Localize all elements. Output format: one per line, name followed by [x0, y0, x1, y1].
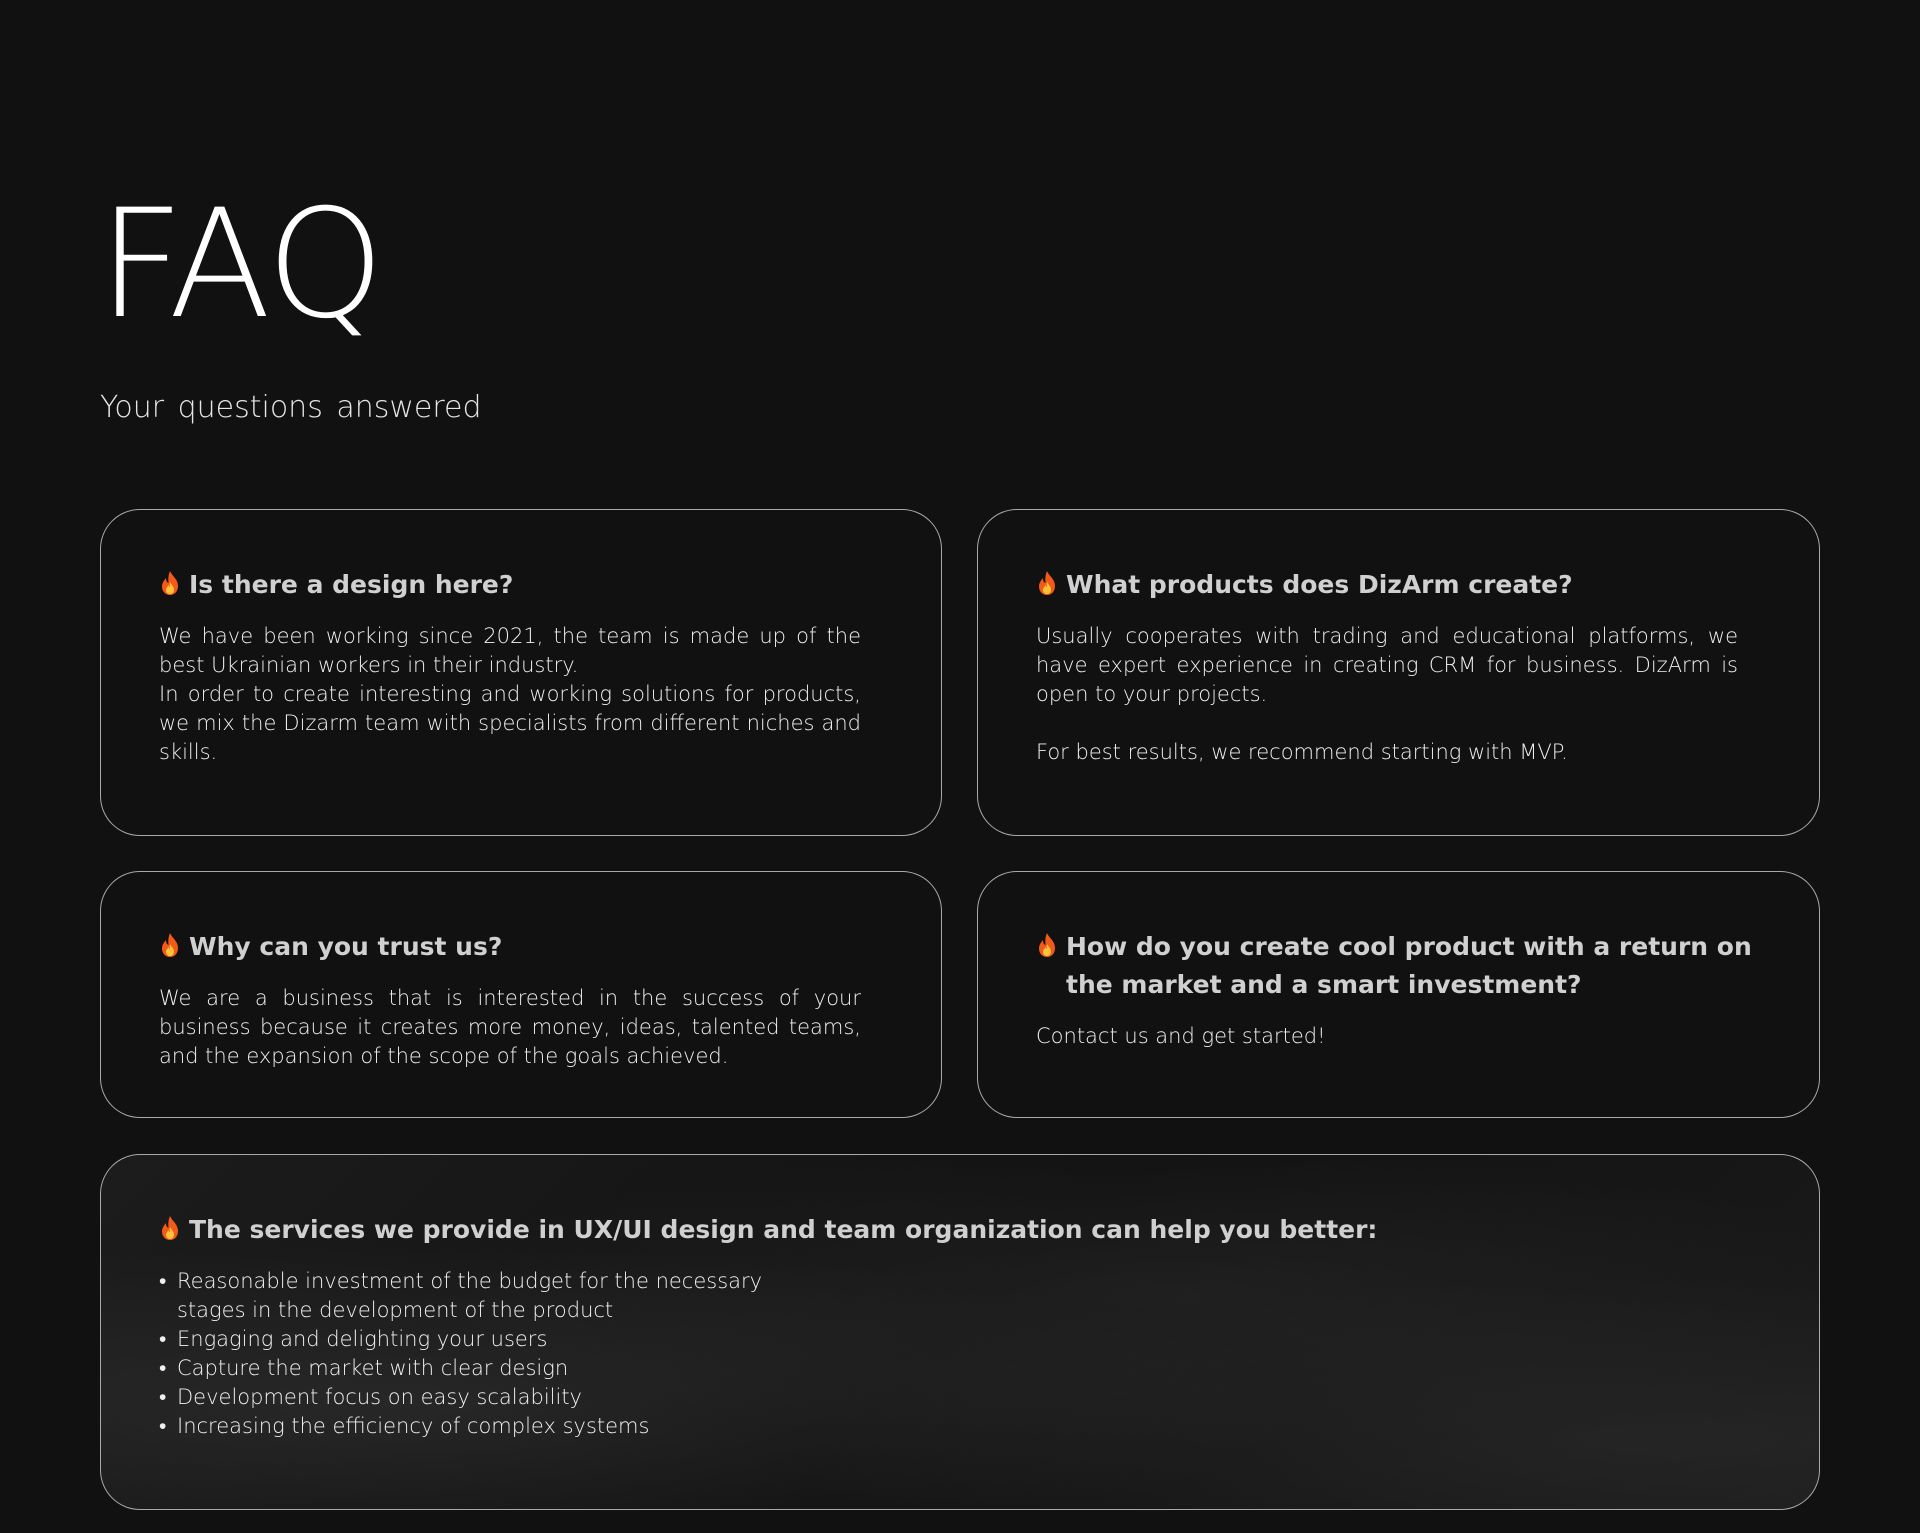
faq-question-text: What products does DizArm create?	[1066, 570, 1573, 599]
faq-card-trust	[100, 871, 942, 1118]
services-question	[159, 1211, 1761, 1249]
faq-card-cool-product	[977, 871, 1820, 1118]
faq-answer-paragraph: Contact us and get started!	[1036, 1024, 1326, 1048]
faq-answer-paragraph: We are a business that is interested in the success of your business because it creates more money, ideas, talented teams, and the expansion of the scope of the goals achieved.	[159, 986, 861, 1068]
faq-card-products	[977, 509, 1820, 836]
faq-question	[159, 566, 883, 604]
fire-icon	[1036, 932, 1058, 958]
faq-question-text: Why can you trust us?	[189, 932, 503, 961]
faq-question	[1036, 566, 1761, 604]
services-list-item: • Engaging and delighting your users	[159, 1325, 837, 1354]
services-question-text: The services we provide in UX/UI design and team organization can help you better:	[189, 1215, 1378, 1244]
page-title: FAQ	[98, 178, 383, 352]
faq-question-text: How do you create cool product with a return on the market and a smart investment?	[1066, 932, 1752, 999]
services-card	[100, 1154, 1820, 1510]
faq-answer-paragraph: In order to create interesting and working solutions for products, we mix the Dizarm team with specialists from different niches and skills.	[159, 682, 861, 764]
services-list-item: • Capture the market with clear design	[159, 1354, 837, 1383]
faq-question-text: Is there a design here?	[189, 570, 514, 599]
faq-answer	[159, 984, 861, 1071]
services-list-item: • Reasonable investment of the budget for the necessary stages in the development of the product	[159, 1267, 837, 1325]
faq-answer-paragraph: We have been working since 2021, the team is made up of the best Ukrainian workers in their industry.	[159, 624, 861, 677]
page-subtitle: Your questions answered	[100, 390, 482, 425]
faq-answer	[1036, 622, 1738, 767]
faq-answer	[1036, 1022, 1761, 1051]
services-list	[159, 1267, 1761, 1441]
services-list-item: • Increasing the efficiency of complex systems	[159, 1412, 837, 1441]
faq-card-design	[100, 509, 942, 836]
fire-icon	[159, 1215, 181, 1241]
faq-answer	[159, 622, 861, 767]
fire-icon	[159, 932, 181, 958]
faq-question	[159, 928, 883, 966]
paragraph-spacer	[1036, 709, 1738, 738]
faq-answer-paragraph: Usually cooperates with trading and educational platforms, we have expert experience in creating CRM for business. DizArm is open to your projects.	[1036, 624, 1738, 706]
fire-icon	[159, 570, 181, 596]
services-list-item: • Development focus on easy scalability	[159, 1383, 837, 1412]
faq-question	[1036, 928, 1761, 1004]
fire-icon	[1036, 570, 1058, 596]
faq-answer-paragraph: For best results, we recommend starting with MVP.	[1036, 740, 1568, 764]
